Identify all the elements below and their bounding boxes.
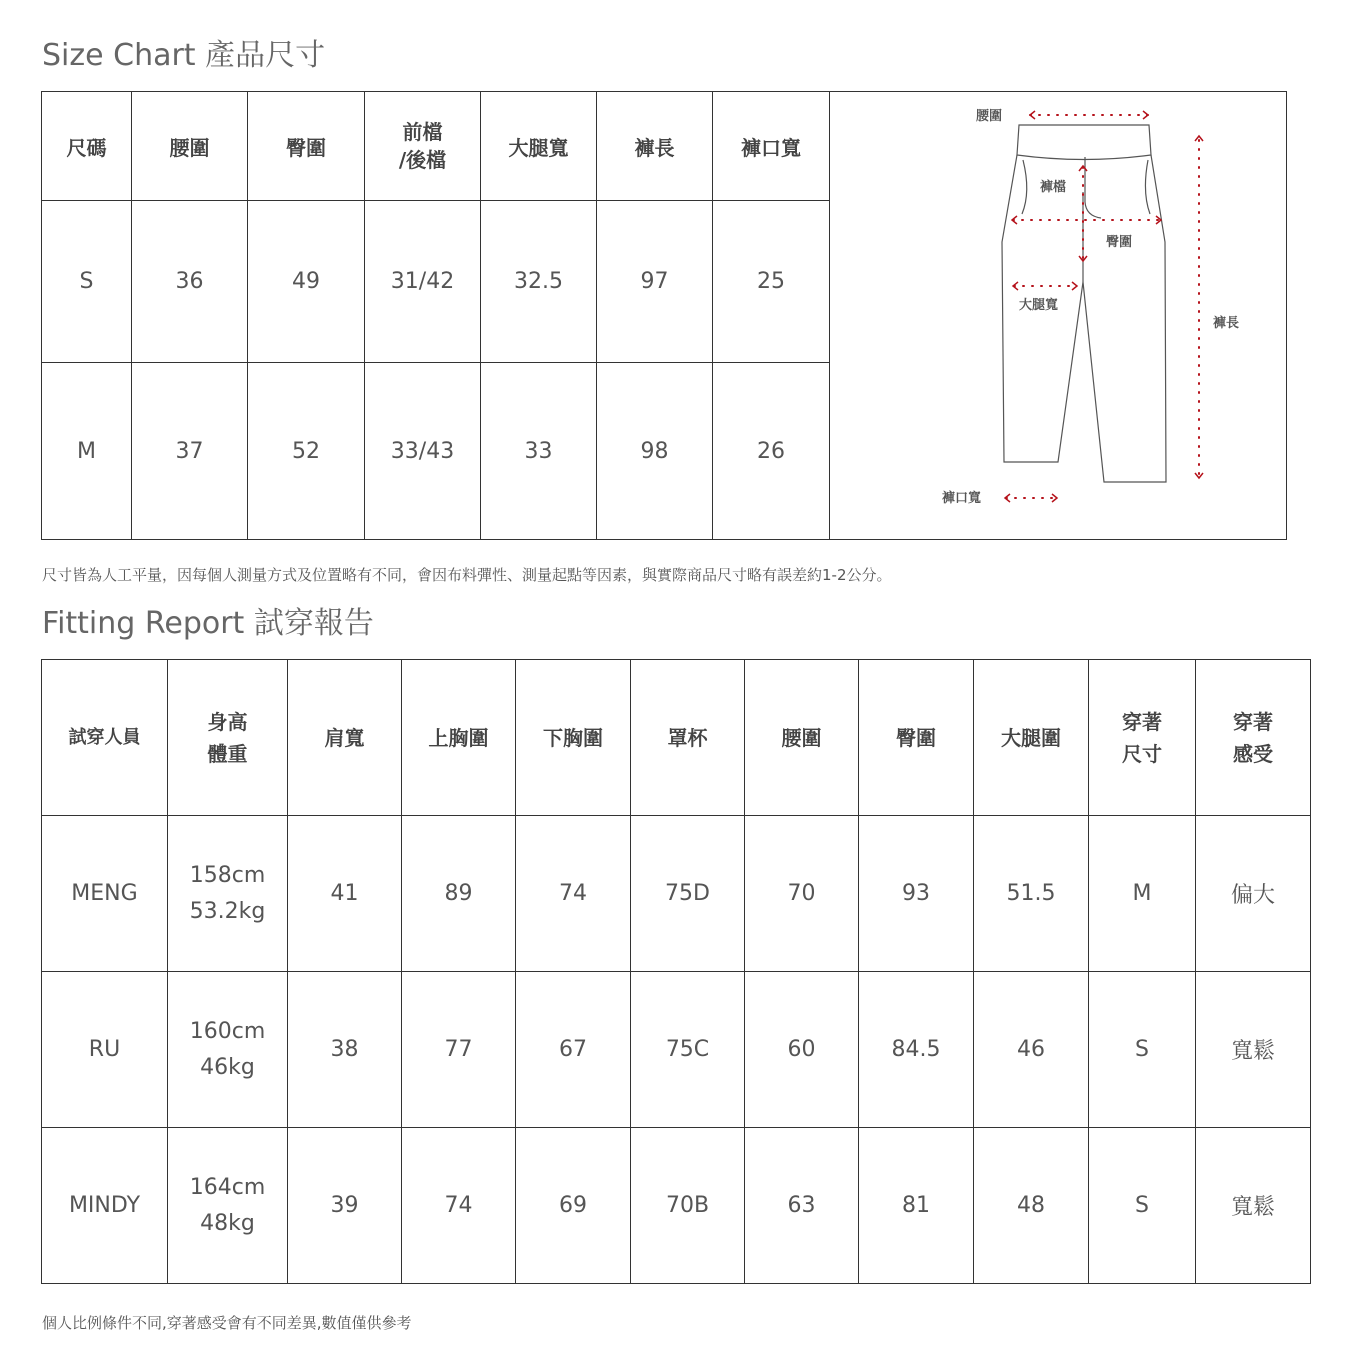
header-under-bust: 下胸圍 (516, 660, 631, 816)
fitting-report-table (41, 659, 1311, 1284)
header-weight: 體重 (207, 741, 248, 766)
waist-cell: 70 (745, 816, 859, 972)
waist-cell: 60 (745, 972, 859, 1128)
header-waist: 腰圍 (132, 92, 248, 201)
under-bust-cell: 69 (516, 1128, 631, 1284)
shoulder-cell: 41 (288, 816, 402, 972)
height-value: 158cm (189, 862, 266, 888)
header-feel-line2: 感受 (1233, 741, 1273, 766)
height-weight-cell (168, 972, 288, 1128)
thigh-cell: 48 (974, 1128, 1089, 1284)
hip-cell: 81 (859, 1128, 974, 1284)
under-bust-cell: 74 (516, 816, 631, 972)
label-waist: 腰圍 (976, 109, 1003, 124)
fitting-header-row (42, 660, 1311, 816)
fitting-row-meng (42, 816, 1311, 972)
fitting-report-title: Fitting Report 試穿報告 (42, 606, 374, 641)
thigh-cell: 51.5 (974, 816, 1089, 972)
header-tester: 試穿人員 (42, 660, 168, 816)
worn-size-cell: S (1089, 1128, 1196, 1284)
cup-cell: 75D (631, 816, 745, 972)
waist-cell: 37 (132, 363, 248, 540)
under-bust-cell: 67 (516, 972, 631, 1128)
header-thigh: 大腿圍 (974, 660, 1089, 816)
header-worn-size (1089, 660, 1196, 816)
size-cell: S (42, 201, 132, 363)
thigh-cell: 32.5 (481, 201, 597, 363)
fitting-row-mindy (42, 1128, 1311, 1284)
label-rise: 褲檔 (1040, 180, 1067, 195)
shoulder-cell: 38 (288, 972, 402, 1128)
header-worn-size-line1: 穿著 (1122, 709, 1162, 734)
label-thigh: 大腿寬 (1019, 298, 1059, 313)
fitting-row-ru (42, 972, 1311, 1128)
height-value: 160cm (189, 1018, 266, 1044)
weight-value: 53.2kg (189, 898, 266, 924)
hip-cell: 49 (248, 201, 365, 363)
header-rise (365, 92, 481, 201)
shoulder-cell: 39 (288, 1128, 402, 1284)
waist-cell: 63 (745, 1128, 859, 1284)
header-feel (1196, 660, 1311, 816)
weight-value: 48kg (200, 1210, 255, 1236)
header-height-weight (168, 660, 288, 816)
tester-name: RU (42, 972, 168, 1128)
header-thigh: 大腿寬 (481, 92, 597, 201)
header-size: 尺碼 (42, 92, 132, 201)
size-chart-note: 尺寸皆為人工平量，因每個人測量方式及位置略有不同，會因布料彈性、測量起點等因素，與實際商品尺寸略有誤差約1-2公分。 (42, 566, 892, 584)
header-hip: 臀圍 (859, 660, 974, 816)
length-cell: 97 (597, 201, 713, 363)
upper-bust-cell: 89 (402, 816, 516, 972)
thigh-cell: 33 (481, 363, 597, 540)
hem-cell: 26 (713, 363, 830, 540)
header-hem: 褲口寬 (713, 92, 830, 201)
tester-name: MENG (42, 816, 168, 972)
hem-cell: 25 (713, 201, 830, 363)
size-cell: M (42, 363, 132, 540)
worn-size-cell: M (1089, 816, 1196, 972)
upper-bust-cell: 74 (402, 1128, 516, 1284)
cup-cell: 75C (631, 972, 745, 1128)
header-length: 褲長 (597, 92, 713, 201)
label-length: 褲長 (1213, 316, 1240, 331)
rise-cell: 33/43 (365, 363, 481, 540)
upper-bust-cell: 77 (402, 972, 516, 1128)
header-upper-bust: 上胸圍 (402, 660, 516, 816)
size-chart-table (41, 91, 1287, 540)
feel-cell: 寬鬆 (1196, 1128, 1311, 1284)
length-cell: 98 (597, 363, 713, 540)
header-cup: 罩杯 (631, 660, 745, 816)
cup-cell: 70B (631, 1128, 745, 1284)
thigh-cell: 46 (974, 972, 1089, 1128)
header-back-rise: /後檔 (398, 148, 447, 173)
header-front-rise: 前檔 (402, 120, 443, 145)
feel-cell: 偏大 (1196, 816, 1311, 972)
tester-name: MINDY (42, 1128, 168, 1284)
weight-value: 46kg (200, 1054, 255, 1080)
hip-cell: 84.5 (859, 972, 974, 1128)
header-hip: 臀圍 (248, 92, 365, 201)
size-chart-title: Size Chart 產品尺寸 (42, 38, 326, 73)
height-weight-cell (168, 816, 288, 972)
pants-diagram-svg (830, 92, 1286, 534)
header-waist: 腰圍 (745, 660, 859, 816)
height-weight-cell (168, 1128, 288, 1284)
header-feel-line1: 穿著 (1233, 709, 1273, 734)
size-header-row (42, 92, 1287, 201)
header-worn-size-line2: 尺寸 (1122, 741, 1162, 766)
feel-cell: 寬鬆 (1196, 972, 1311, 1128)
fitting-report-note: 個人比例條件不同,穿著感受會有不同差異,數值僅供參考 (42, 1314, 412, 1332)
label-hem: 褲口寬 (942, 491, 982, 506)
pants-diagram (830, 92, 1287, 540)
waist-cell: 36 (132, 201, 248, 363)
header-height: 身高 (207, 709, 248, 734)
hip-cell: 52 (248, 363, 365, 540)
rise-cell: 31/42 (365, 201, 481, 363)
header-shoulder: 肩寬 (288, 660, 402, 816)
worn-size-cell: S (1089, 972, 1196, 1128)
height-value: 164cm (189, 1174, 266, 1200)
hip-cell: 93 (859, 816, 974, 972)
label-hip: 臀圍 (1106, 235, 1133, 250)
